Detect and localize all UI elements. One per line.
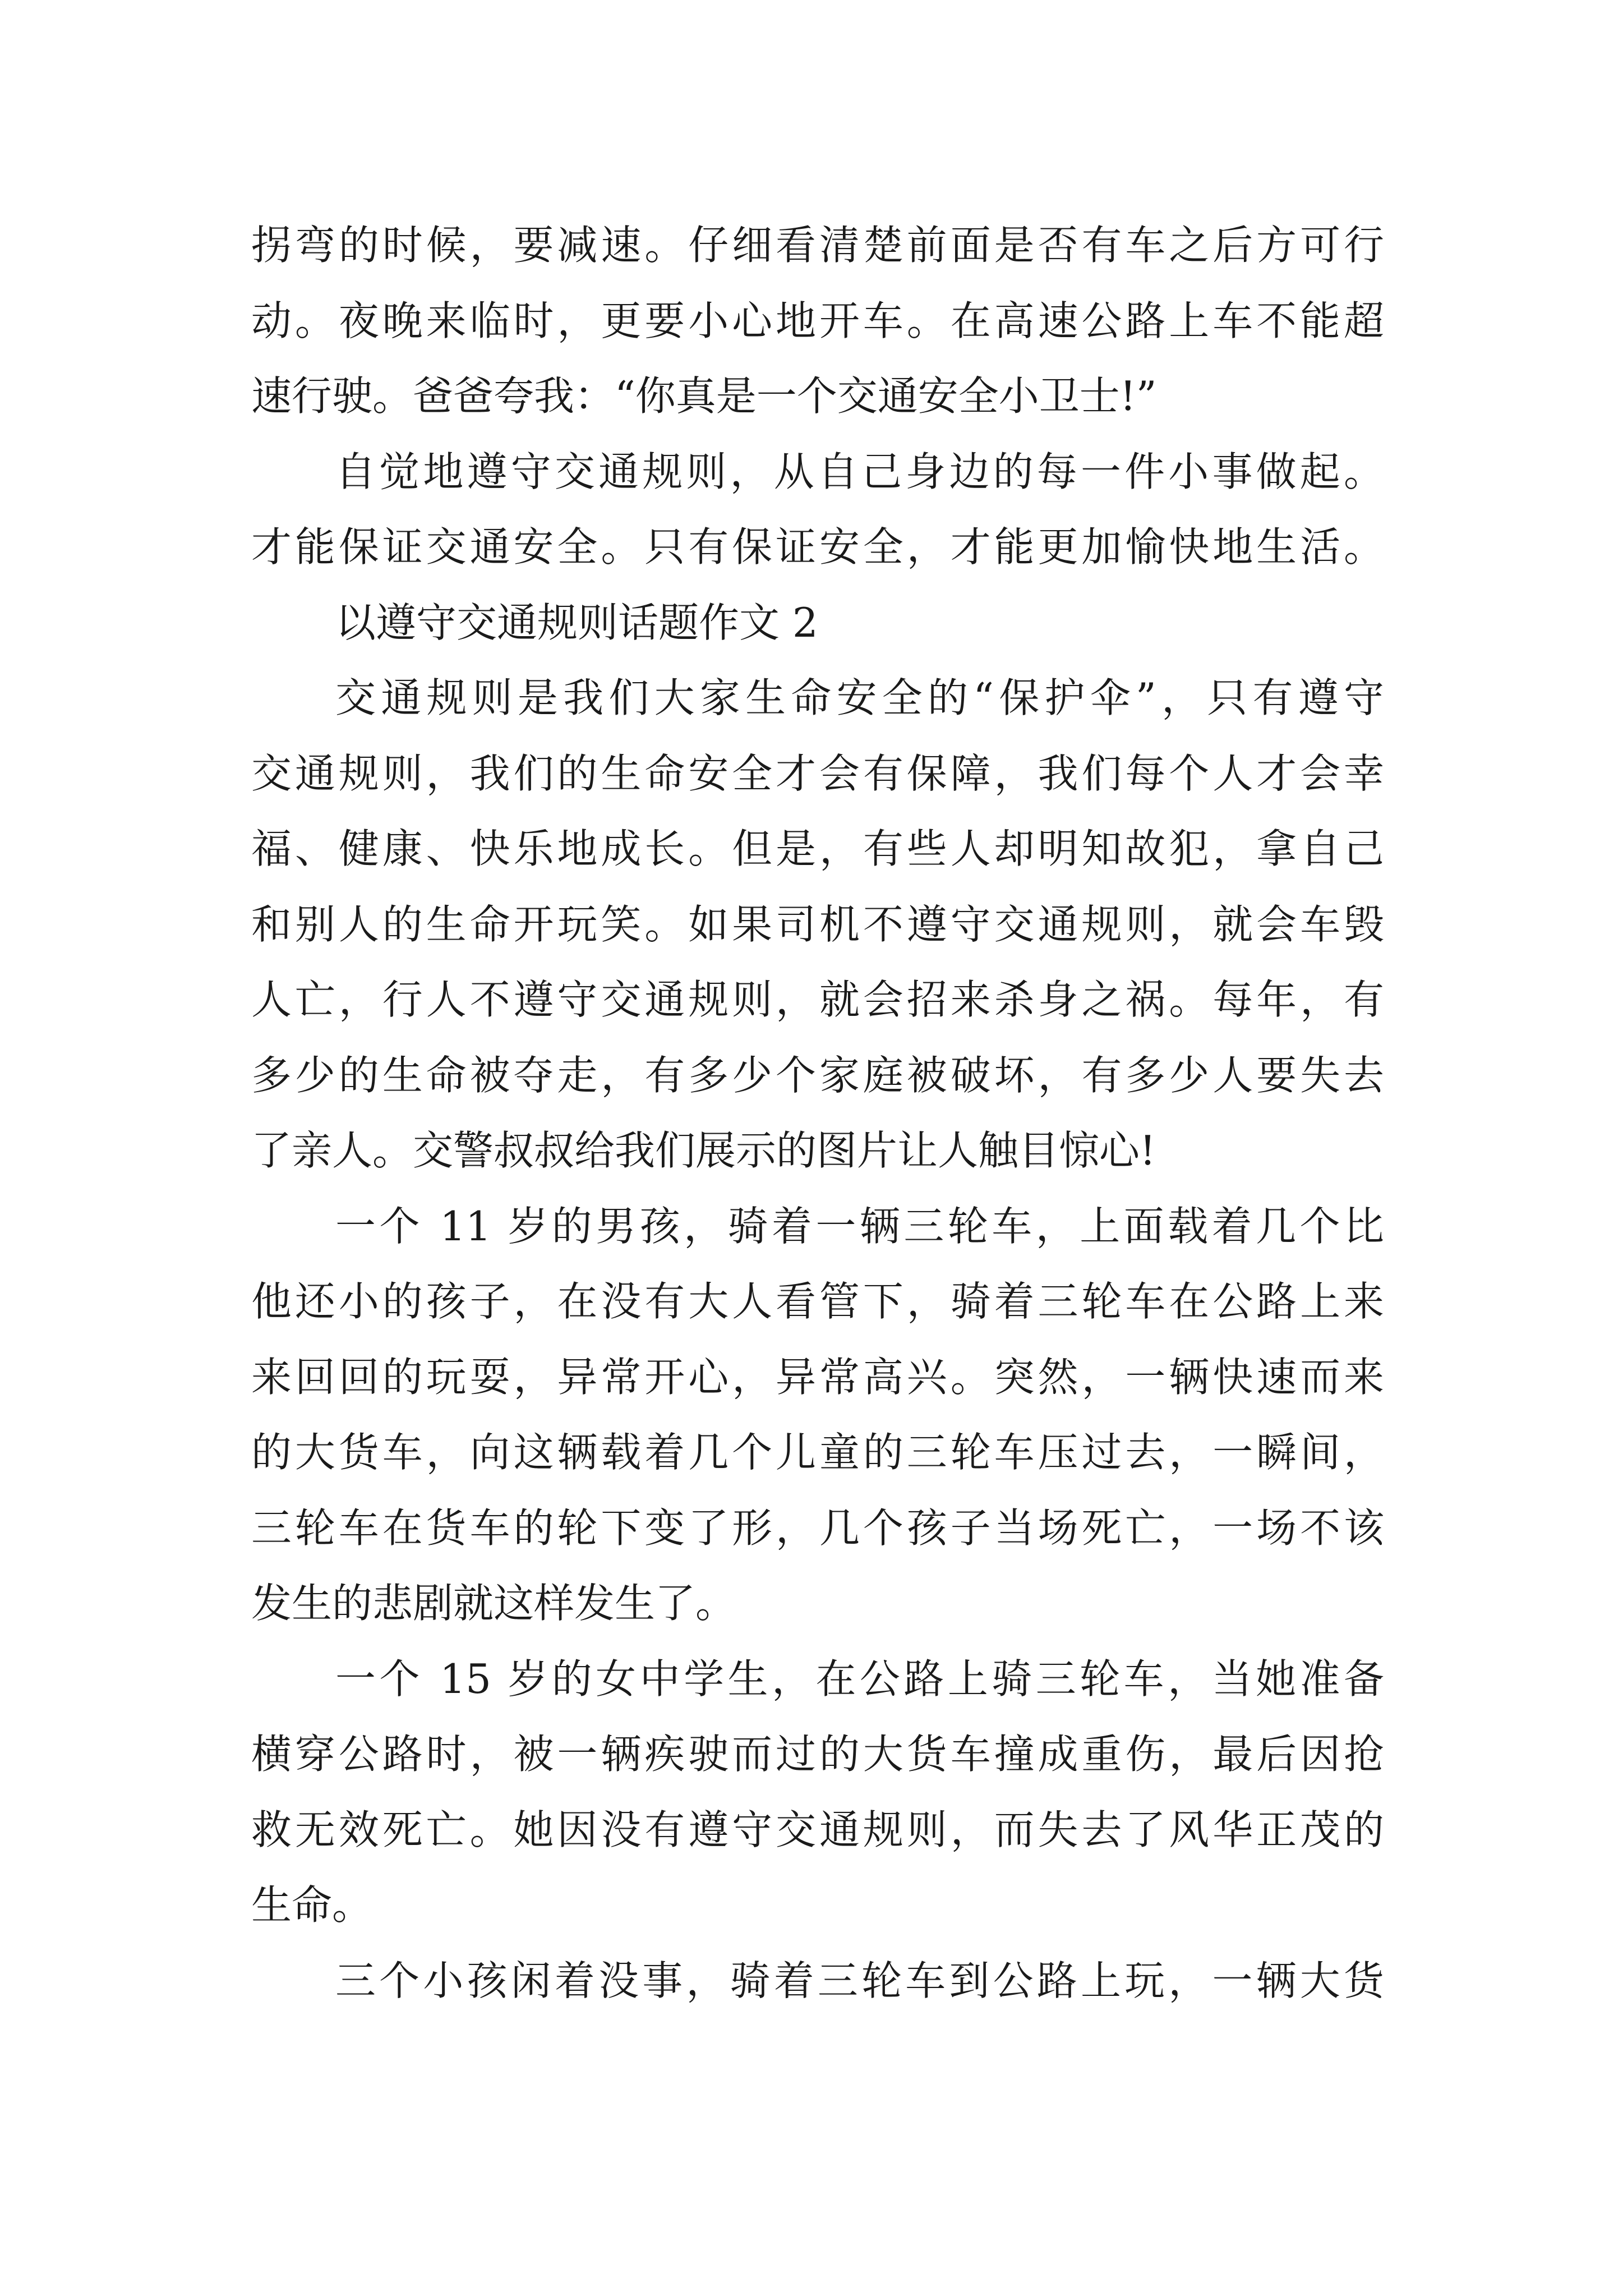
text-line: 救无效死亡。她因没有遵守交通规则，而失去了风华正茂的 — [251, 1806, 1384, 1853]
text-line: 横穿公路时，被一辆疾驶而过的大货车撞成重伤，最后因抢 — [251, 1731, 1384, 1778]
text-line: 发生的悲剧就这样发生了。 — [251, 1580, 736, 1627]
text-line: 和别人的生命开玩笑。如果司机不遵守交通规则，就会车毁 — [251, 900, 1384, 948]
text-line: 动。夜晚来临时，更要小心地开车。在高速公路上车不能超 — [251, 297, 1384, 344]
text-line: 人亡，行人不遵守交通规则，就会招来杀身之祸。每年，有 — [251, 976, 1384, 1023]
text-line: 一个 15 岁的女中学生，在公路上骑三轮车，当她准备 — [335, 1655, 1384, 1703]
text-line: 一个 11 岁的男孩，骑着一辆三轮车，上面载着几个比 — [335, 1202, 1384, 1250]
text-line: 自觉地遵守交通规则，从自己身边的每一件小事做起。 — [335, 448, 1384, 495]
text-line: 拐弯的时候，要减速。仔细看清楚前面是否有车之后方可行 — [251, 222, 1384, 269]
text-line: 才能保证交通安全。只有保证安全，才能更加愉快地生活。 — [251, 523, 1384, 570]
text-line: 他还小的孩子，在没有大人看管下，骑着三轮车在公路上来 — [251, 1278, 1384, 1325]
text-line: 交通规则，我们的生命安全才会有保障，我们每个人才会幸 — [251, 749, 1384, 797]
text-line: 以遵守交通规则话题作文 2 — [335, 599, 818, 646]
text-line: 速行驶。爸爸夸我：“你真是一个交通安全小卫士!” — [251, 372, 1157, 420]
text-line: 三轮车在货车的轮下变了形，几个孩子当场死亡，一场不该 — [251, 1504, 1384, 1552]
text-line: 三个小孩闲着没事，骑着三轮车到公路上玩，一辆大货 — [335, 1957, 1384, 2004]
text-line: 了亲人。交警叔叔给我们展示的图片让人触目惊心! — [251, 1127, 1156, 1174]
text-line: 生命。 — [251, 1881, 373, 1929]
text-line: 多少的生命被夺走，有多少个家庭被破坏，有多少人要失去 — [251, 1051, 1384, 1099]
text-line: 的大货车，向这辆载着几个儿童的三轮车压过去，一瞬间， — [251, 1429, 1384, 1476]
text-line: 福、健康、快乐地成长。但是，有些人却明知故犯，拿自己 — [251, 825, 1384, 872]
document-body — [251, 208, 1384, 2018]
text-line: 来回回的玩耍，异常开心，异常高兴。突然，一辆快速而来 — [251, 1353, 1384, 1401]
text-line: 交通规则是我们大家生命安全的“保护伞”，只有遵守 — [335, 674, 1384, 721]
